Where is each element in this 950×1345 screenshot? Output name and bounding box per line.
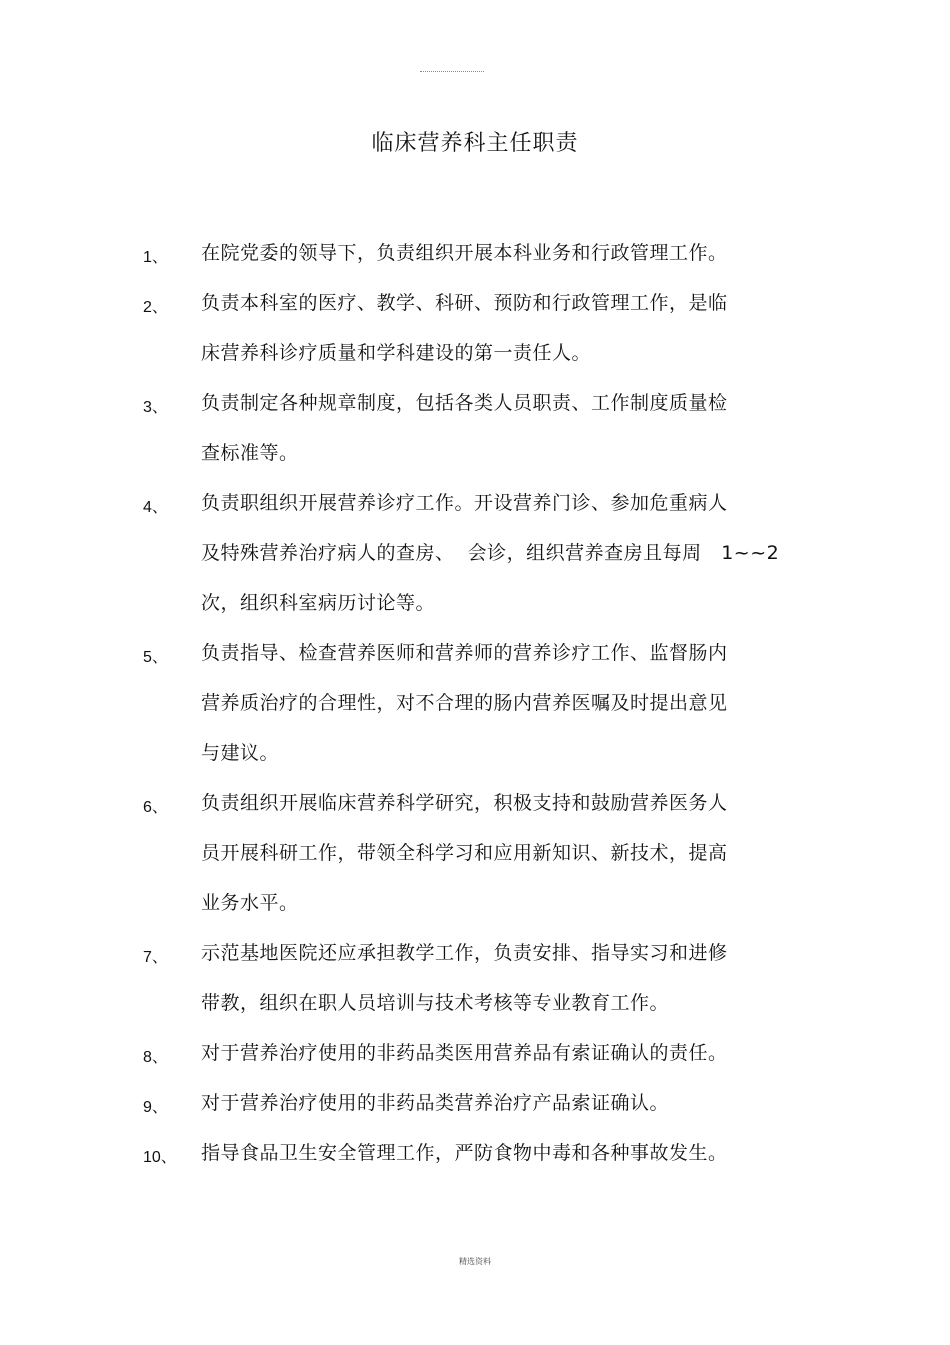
item-text-line: 员开展科研工作，带领全科学习和应用新知识、新技术，提高 bbox=[201, 842, 728, 864]
item-number: 2、 bbox=[143, 299, 168, 316]
item-text-line: 营养质治疗的合理性，对不合理的肠内营养医嘱及时提出意见 bbox=[201, 692, 728, 714]
item-number: 6、 bbox=[143, 799, 168, 816]
item-number: 7、 bbox=[143, 949, 168, 966]
item-text-line: 负责职组织开展营养诊疗工作。开设营养门诊、参加危重病人 bbox=[201, 492, 728, 514]
item-number: 5、 bbox=[143, 649, 168, 666]
item-text-line: 负责指导、检查营养医师和营养师的营养诊疗工作、监督肠内 bbox=[201, 642, 728, 664]
item-number: 4、 bbox=[143, 499, 168, 516]
item-text-line: 床营养科诊疗质量和学科建设的第一责任人。 bbox=[201, 342, 592, 364]
item-number: 8、 bbox=[143, 1049, 168, 1066]
item-text-line: 带教，组织在职人员培训与技术考核等专业教育工作。 bbox=[201, 992, 670, 1014]
item-text-line: 及特殊营养治疗病人的查房、 会诊，组织营养查房且每周 1~~2 bbox=[201, 542, 780, 564]
item-number: 3、 bbox=[143, 399, 168, 416]
item-text-line: 示范基地医院还应承担教学工作，负责安排、指导实习和进修 bbox=[201, 942, 728, 964]
item-text-line: 次，组织科室病历讨论等。 bbox=[201, 592, 436, 614]
item-number: 1、 bbox=[143, 249, 168, 266]
page-title: 临床营养科主任职责 bbox=[371, 131, 579, 156]
page-footer: 精选资料 bbox=[459, 1257, 491, 1266]
item-text-line: 负责本科室的医疗、教学、科研、预防和行政管理工作，是临 bbox=[201, 292, 728, 314]
item-text-line: 指导食品卫生安全管理工作，严防食物中毒和各种事故发生。 bbox=[201, 1142, 728, 1164]
header-rule bbox=[420, 71, 484, 72]
item-text-line: 对于营养治疗使用的非药品类医用营养品有索证确认的责任。 bbox=[201, 1042, 728, 1064]
item-text-line: 与建议。 bbox=[201, 742, 280, 764]
item-number: 10、 bbox=[143, 1149, 177, 1166]
item-text-line: 对于营养治疗使用的非药品类营养治疗产品索证确认。 bbox=[201, 1092, 670, 1114]
item-text-line: 业务水平。 bbox=[201, 892, 299, 914]
item-text-line: 查标准等。 bbox=[201, 442, 299, 464]
item-text-line: 负责制定各种规章制度，包括各类人员职责、工作制度质量检 bbox=[201, 392, 728, 414]
item-text-line: 在院党委的领导下，负责组织开展本科业务和行政管理工作。 bbox=[201, 242, 728, 264]
item-text-line: 负责组织开展临床营养科学研究，积极支持和鼓励营养医务人 bbox=[201, 792, 728, 814]
item-number: 9、 bbox=[143, 1099, 168, 1116]
